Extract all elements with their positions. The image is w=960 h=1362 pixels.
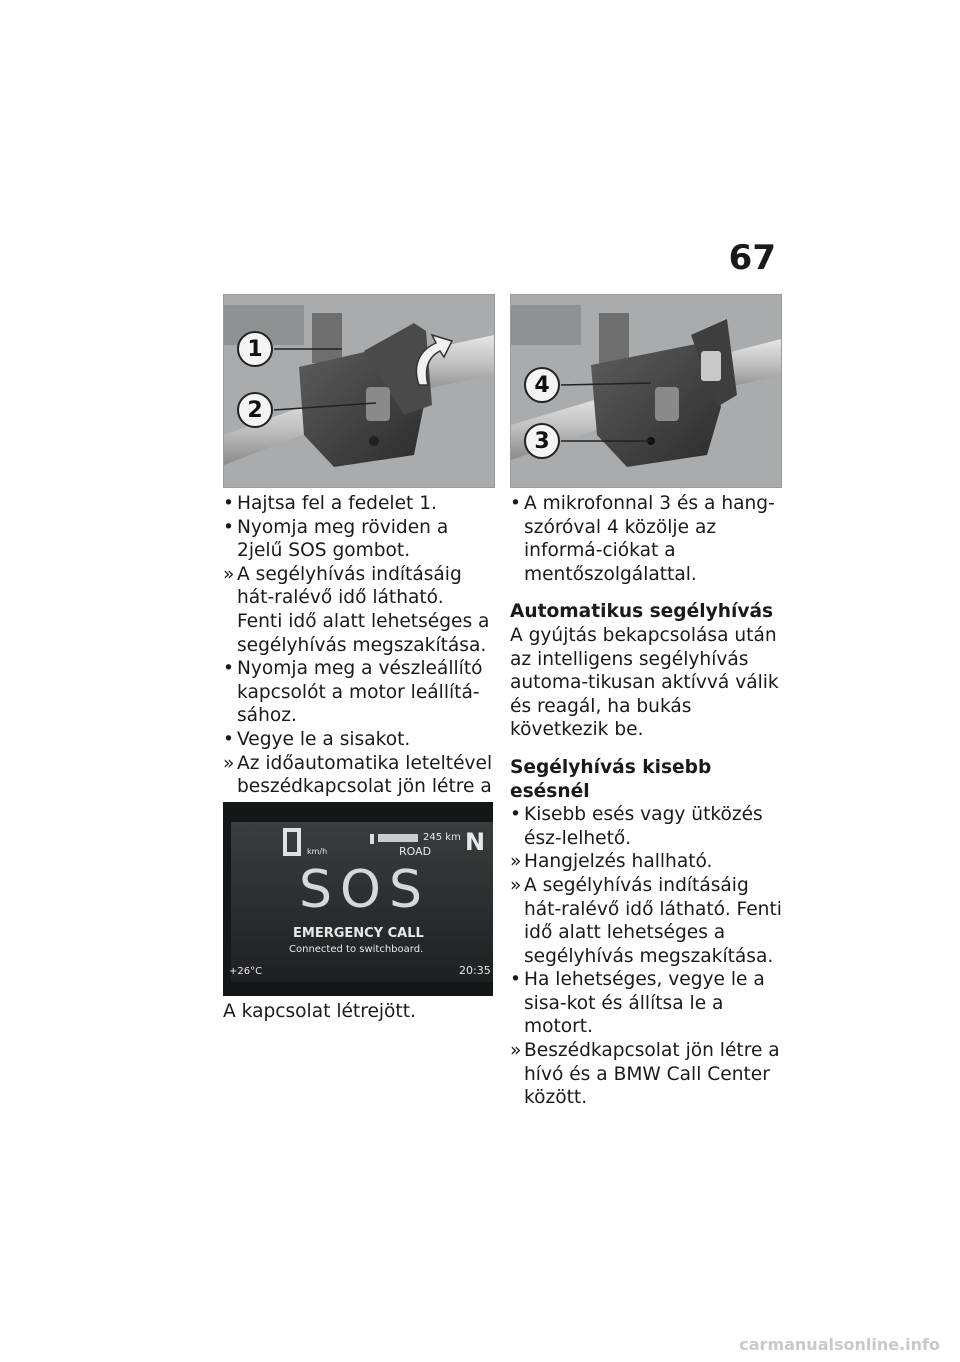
- list-item-text: Az időautomatika leteltével beszédkapcsolat jön létre a: [237, 752, 493, 798]
- figure-tft-display: [223, 802, 493, 996]
- gear-indicator: N: [465, 828, 486, 856]
- section-heading-automatic: Automatikus segélyhívás: [510, 601, 774, 623]
- right-column: [510, 492, 782, 1110]
- list-item: [510, 968, 782, 1039]
- result-marker: »: [223, 563, 235, 585]
- riding-mode: ROAD: [399, 845, 432, 858]
- list-item: [510, 803, 782, 850]
- list-item-text: Kisebb esés vagy ütközés ész-lelhető.: [524, 804, 763, 849]
- list-item: [223, 492, 493, 516]
- speed-unit: km/h: [307, 847, 328, 856]
- callout-2: 2: [237, 392, 273, 428]
- figure-sos-cover: [223, 294, 495, 488]
- sos-text: SOS: [299, 860, 430, 920]
- list-item-text: Hajtsa fel a fedelet 1.: [237, 493, 437, 514]
- display-caption: A kapcsolat létrejött.: [223, 1001, 416, 1022]
- section-heading-minor-fall: Segélyhívás kisebb esésnél: [510, 756, 712, 802]
- list-item-text: Nyomja meg röviden a 2jelű SOS gombot.: [237, 516, 449, 562]
- emergency-call-title: EMERGENCY CALL: [293, 926, 424, 941]
- left-column: [223, 492, 493, 822]
- bullet-marker: •: [223, 493, 234, 514]
- bullet-marker: •: [510, 804, 521, 826]
- bullet-marker: •: [223, 728, 234, 750]
- list-item-text: Nyomja meg a vészleállító kapcsolót a motor leállítá-sához.: [237, 658, 483, 727]
- result-marker: »: [223, 752, 235, 774]
- list-item-text: Vegye le a sisakot.: [237, 728, 411, 750]
- fuel-bar-icon: [378, 834, 418, 842]
- list-item-text: Hangjelzés hallható.: [524, 851, 713, 873]
- list-item-text: A segélyhívás indításáig hát-ralévő idő látható. Fenti idő alatt lehetséges a segélyhívás megszakítása.: [237, 563, 490, 656]
- figure-mic-speaker: [510, 294, 782, 488]
- connection-status: Connected to switchboard.: [289, 944, 424, 955]
- list-item: [223, 516, 493, 563]
- list-item: [223, 657, 493, 728]
- list-item-text: A segélyhívás indításáig hát-ralévő idő látható. Fenti idő alatt lehetséges a segélyhívás megszakítása.: [524, 874, 782, 967]
- list-item: [510, 874, 782, 968]
- bullet-marker: •: [510, 493, 521, 514]
- list-item: [223, 728, 493, 752]
- temperature: +26°C: [229, 966, 263, 977]
- bullet-marker: •: [223, 516, 234, 538]
- list-item: [510, 850, 782, 874]
- watermark: carmanualsonline.info: [739, 1335, 940, 1354]
- result-marker: »: [510, 874, 522, 896]
- list-item-text: A mikrofonnal 3 és a hang-szóróval 4 közölje az informá-ciókat a mentőszolgálattal.: [524, 493, 775, 585]
- list-item-text: Beszédkapcsolat jön létre a hívó és a BMW Call Center között.: [524, 1040, 780, 1109]
- result-marker: »: [510, 1040, 522, 1062]
- bullet-marker: •: [223, 658, 234, 680]
- list-item-text: Ha lehetséges, vegye le a sisa-kot és állítsa le a motort.: [524, 969, 765, 1038]
- callout-3: 3: [524, 423, 560, 459]
- callout-4: 4: [524, 367, 560, 403]
- result-marker: »: [510, 851, 522, 873]
- range-readout: 245 km: [423, 832, 461, 843]
- page-number: 67: [728, 238, 776, 278]
- section-paragraph: A gyújtás bekapcsolása után az intelligens segélyhívás automa-tikusan aktívvá válik és reagál, ha bukás következik be.: [510, 624, 779, 741]
- bullet-marker: •: [510, 969, 521, 991]
- handlebar-illustration: [224, 295, 494, 487]
- callout-1: 1: [237, 331, 273, 367]
- list-item: [223, 563, 493, 657]
- list-item: [510, 1039, 782, 1110]
- list-item: [510, 492, 782, 586]
- clock: 20:35: [459, 964, 491, 977]
